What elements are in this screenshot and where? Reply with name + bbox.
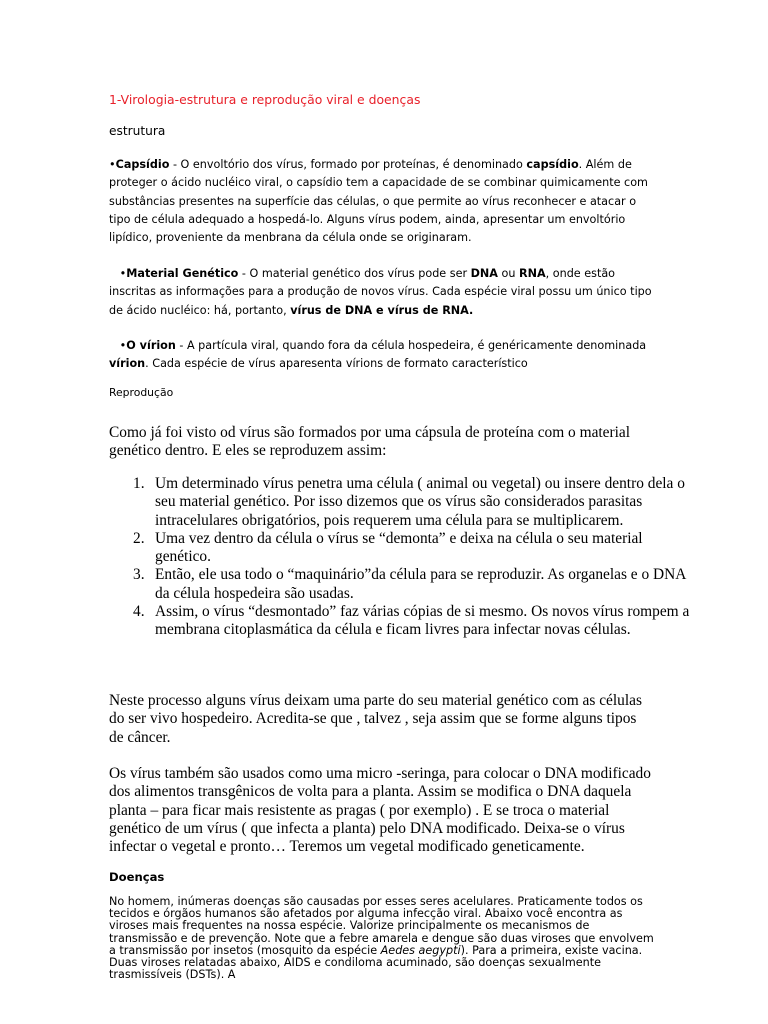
list-number: 1. bbox=[133, 475, 145, 492]
paragraph-intro: Como já foi visto od vírus são formados por uma cápsula de proteína com o material genético dentro. E eles se reproduzem assim: bbox=[109, 424, 631, 460]
list-item-text: Então, ele usa todo o “maquinário”da célula para se reproduzir. As organelas e o DNA da célula hospedeira são usadas. bbox=[155, 566, 686, 602]
bullet: • bbox=[119, 339, 127, 352]
text: , onde estão inscritas as informações para a produção de novos vírus. Cada espécie viral possu um único tipo de ácido nucléico: há, portanto, bbox=[109, 267, 652, 317]
section-heading-doencas: Doenças bbox=[109, 870, 165, 884]
term-capsidio-2: capsídio bbox=[526, 158, 579, 171]
text: . Cada espécie de vírus aparesenta vírions de formato característico bbox=[145, 357, 528, 371]
text: No homem, inúmeras doenças são causadas por esses seres acelulares. Praticamente todos os tecidos e órgãos humanos são afetados por alguma infecção viral. Abaixo você encontra as viroses mais frequentes na nossa espécie. Valorize principalmente os mecanismos de transmissão e de prevenção. Note que a febre amarela e dengue são duas viroses que envolvem a transmissão por insetos (mosquito da espécie bbox=[109, 895, 654, 957]
list-item-text: Um determinado vírus penetra uma célula ( animal ou vegetal) ou insere dentro dela o seu material genético. Por isso dizemos que os vírus são considerados parasitas intracelulares obrigatórios, pois requerem uma célula para se multiplicarem. bbox=[155, 475, 685, 529]
term-virion: O vírion bbox=[126, 339, 176, 352]
text: - O envoltório dos vírus, formado por proteínas, é denominado bbox=[169, 158, 527, 171]
text: - O material genético dos vírus pode ser bbox=[238, 267, 471, 280]
list-item bbox=[133, 529, 700, 567]
bullet: • bbox=[119, 267, 127, 280]
section-heading-estrutura: estrutura bbox=[109, 124, 166, 138]
term-capsidio: Capsídio bbox=[115, 158, 170, 171]
term-virion-2: vírion bbox=[109, 357, 146, 371]
paragraph-material-genetico bbox=[109, 265, 654, 320]
paragraph-processo: Neste processo alguns vírus deixam uma parte do seu material genético com as células do ser vivo hospedeiro. Acredita-se que , talvez , seja assim que se forme alguns tipos de câncer. bbox=[109, 692, 642, 746]
list-number: 3. bbox=[133, 566, 145, 584]
species-name: Aedes aegypti bbox=[380, 943, 461, 957]
list-item bbox=[133, 603, 700, 640]
text: ou bbox=[497, 267, 519, 280]
term-dna: DNA bbox=[470, 267, 498, 280]
text: - A partícula viral, quando fora da célula hospedeira, é genéricamente denominada bbox=[175, 339, 647, 352]
bold-conclusion: vírus de DNA e vírus de RNA. bbox=[290, 303, 474, 317]
document-title: 1-Virologia-estrutura e reprodução viral e doenças bbox=[109, 92, 421, 107]
list-item bbox=[133, 566, 700, 603]
term-rna: RNA bbox=[519, 267, 546, 280]
paragraph-micro-seringa: Os vírus também são usados como uma micro -seringa, para colocar o DNA modificado dos alimentos transgênicos de volta para a planta. Assim se modifica o DNA daquela planta – para ficar mais resistente as pragas ( por exemplo) . E se troca o material genético de um vírus ( que infecta a planta) pelo DNA modificado. Deixa-se o vírus infectar o vegetal e pronto… Teremos um vegetal modificado geneticamente. bbox=[109, 765, 651, 856]
list-item-text: Uma vez dentro da célula o vírus se “demonta” e deixa na célula o seu material genético. bbox=[155, 529, 643, 566]
term-material-genetico: Material Genético bbox=[126, 267, 239, 280]
paragraph-virion bbox=[109, 337, 654, 374]
list-item bbox=[133, 475, 700, 530]
list-number: 4. bbox=[133, 603, 145, 621]
list-number: 2. bbox=[133, 529, 145, 547]
bullet: • bbox=[109, 158, 116, 171]
reproduction-steps-list bbox=[109, 475, 700, 640]
text: ). Para a primeira, existe vacina. Duas viroses relatadas abaixo, AIDS e condiloma acuminado, são doenças sexualmente trasmissíveis (DSTs). A bbox=[109, 943, 643, 982]
paragraph-doencas bbox=[109, 896, 654, 981]
section-heading-reproducao: Reprodução bbox=[109, 386, 174, 399]
paragraph-capsidio bbox=[109, 156, 654, 247]
list-item-text: Assim, o vírus “desmontado” faz várias cópias de si mesmo. Os novos vírus rompem a membrana citoplasmática da célula e ficam livres para infectar novas células. bbox=[155, 603, 690, 639]
text: . Além de proteger o ácido nucléico viral, o capsídio tem a capacidade de se combinar quimicamente com substâncias presentes na superfície das células, o que permite ao vírus reconhecer e atacar o tipo de célula adequado a hospedá-lo. Alguns vírus podem, ainda, apresentar um envoltório lipídico, proveniente da menbrana da célula onde se originaram. bbox=[109, 158, 648, 245]
